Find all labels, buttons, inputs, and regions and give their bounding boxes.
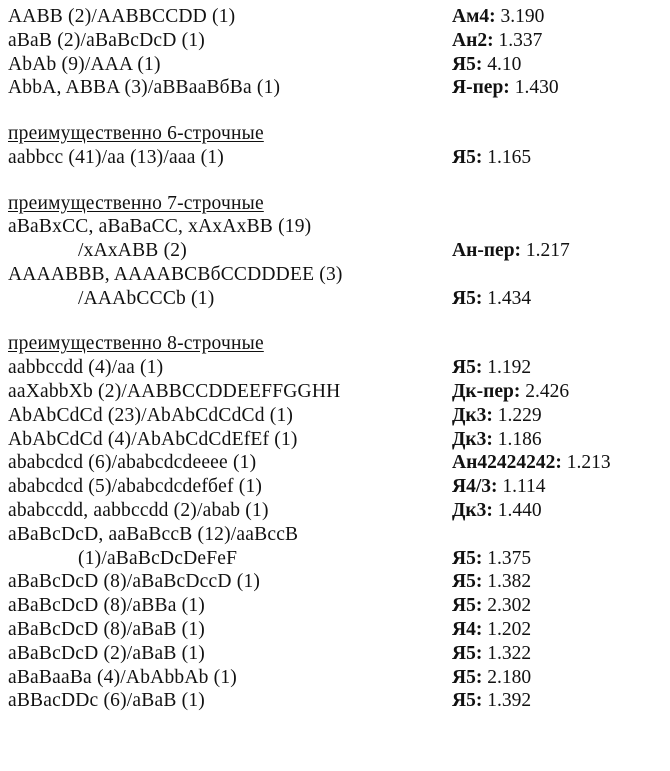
table-row (0, 452, 670, 474)
rhyme-scheme: aBaBcDcD (2)/aBaB (1) (8, 642, 205, 664)
section-heading: преимущественно 7-строчные (8, 192, 264, 214)
table-row (0, 429, 670, 451)
meter-value: 1.375 (487, 547, 532, 569)
rhyme-scheme: aBaB (2)/aBaBcDcD (1) (8, 29, 205, 51)
meter-label: Я5: (452, 571, 483, 593)
meter-cell (452, 548, 531, 570)
meter-value: 3.190 (500, 6, 545, 27)
rhyme-scheme: ababcdcd (5)/ababcdcdefбef (1) (8, 476, 263, 498)
rhyme-scheme: AbAbCdCd (23)/AbAbCdCdCd (1) (8, 404, 294, 426)
rhyme-scheme: AbbA, ABBA (3)/aBBaaBбBa (1) (8, 77, 281, 99)
meter-cell (452, 619, 531, 641)
meter-value: 1.337 (498, 29, 543, 51)
meter-value: 1.213 (566, 452, 611, 474)
rhyme-scheme: aaXabbXb (2)/AABBCCDDEEFFGGHH (8, 381, 341, 403)
meter-value: 1.192 (487, 357, 532, 379)
table-row (0, 595, 670, 617)
meter-value: 1.434 (487, 287, 532, 309)
meter-cell (452, 6, 544, 28)
meter-cell (452, 595, 531, 617)
rhyme-scheme: aBaBaaBa (4)/AbAbbAb (1) (8, 666, 237, 688)
meter-label: Дк3: (452, 428, 493, 450)
meter-cell (452, 476, 546, 498)
section-heading-row (0, 333, 670, 355)
meter-value: 1.440 (497, 500, 542, 522)
table-row (0, 216, 670, 238)
table-row (0, 30, 670, 52)
rhyme-scheme: AbAb (9)/AAA (1) (8, 53, 161, 75)
table-row (0, 619, 670, 641)
meter-label: Ан-пер: (452, 240, 522, 262)
meter-label: Я4/3: (452, 476, 498, 498)
meter-value: 1.114 (502, 476, 546, 498)
meter-cell (452, 240, 570, 262)
section-heading-row (0, 123, 670, 145)
meter-value: 4.10 (487, 53, 522, 75)
meter-label: Я5: (452, 666, 483, 688)
rhyme-scheme: aabbccdd (4)/aa (1) (8, 357, 164, 379)
rhyme-scheme: ababccdd, aabbccdd (2)/abab (1) (8, 500, 269, 522)
meter-cell (452, 30, 542, 52)
meter-cell (452, 452, 611, 474)
rhyme-scheme: AbAbCdCd (4)/AbAbCdCdEfEf (1) (8, 428, 298, 450)
rhyme-scheme: aabbcc (41)/aa (13)/aaa (1) (8, 146, 224, 168)
meter-value: 1.322 (487, 642, 532, 664)
meter-value: 2.426 (525, 381, 570, 403)
meter-cell (452, 77, 559, 99)
meter-label: Я5: (452, 595, 483, 617)
rhyme-scheme: /AAAbCCCb (1) (78, 287, 215, 309)
meter-label: Дк3: (452, 500, 493, 522)
meter-label: Я5: (452, 547, 483, 569)
meter-value: 1.165 (487, 146, 532, 168)
meter-value: 2.180 (487, 666, 532, 688)
meter-label: Я4: (452, 619, 483, 641)
table-row (0, 548, 670, 570)
meter-value: 1.202 (487, 619, 532, 641)
table-row (0, 288, 670, 310)
rhyme-scheme: ababcdcd (6)/ababcdcdeeee (1) (8, 452, 257, 474)
table-row (0, 405, 670, 427)
meter-label: Дк-пер: (452, 381, 521, 403)
meter-label: Ан42424242: (452, 452, 562, 474)
table-row (0, 500, 670, 522)
table-row (0, 264, 670, 286)
table-row (0, 643, 670, 665)
table-row (0, 667, 670, 689)
meter-label: Я5: (452, 690, 483, 712)
meter-label: Я5: (452, 287, 483, 309)
table-row (0, 571, 670, 593)
meter-cell (452, 571, 531, 593)
meter-label: Дк3: (452, 404, 493, 426)
table-row (0, 77, 670, 99)
meter-value: 1.229 (497, 404, 542, 426)
rhyme-scheme: aBaBxCC, aBaBaCC, xAxAxBB (19) (8, 216, 312, 238)
section-heading-row (0, 193, 670, 215)
rhyme-scheme: AABB (2)/AABBCCDD (1) (8, 6, 236, 27)
rhyme-scheme: aBaBcDcD (8)/aBBa (1) (8, 595, 205, 617)
meter-value: 1.186 (497, 428, 542, 450)
meter-cell (452, 667, 531, 689)
section-heading: преимущественно 6-строчные (8, 123, 264, 145)
meter-cell (452, 500, 542, 522)
section-heading: преимущественно 8-строчные (8, 333, 264, 355)
meter-cell (452, 429, 542, 451)
rhyme-scheme: /xAxABB (2) (78, 240, 187, 262)
meter-label: Я5: (452, 357, 483, 379)
meter-cell (452, 690, 531, 712)
table-row (0, 54, 670, 76)
rhyme-scheme: aBaBcDcD, aaBaBccB (12)/aaBccB (8, 523, 299, 545)
meter-label: Я-пер: (452, 77, 510, 99)
rhyme-scheme: aBaBcDcD (8)/aBaBcDccD (1) (8, 571, 261, 593)
table-row (0, 476, 670, 498)
meter-cell (452, 288, 531, 310)
meter-cell (452, 54, 521, 76)
meter-label: Я5: (452, 642, 483, 664)
rhyme-scheme: aBBacDDc (6)/aBaB (1) (8, 690, 205, 712)
meter-value: 2.302 (487, 595, 532, 617)
meter-label: Я5: (452, 146, 483, 168)
meter-value: 1.217 (525, 240, 570, 262)
meter-label: Я5: (452, 53, 483, 75)
table-row (0, 357, 670, 379)
table-row (0, 240, 670, 262)
meter-value: 1.392 (487, 690, 532, 712)
rhyme-scheme: AAAABBB, AAAABCBбCCDDDEE (3) (8, 263, 343, 285)
meter-cell (452, 357, 531, 379)
meter-cell (452, 643, 531, 665)
rhyme-scheme: aBaBcDcD (8)/aBaB (1) (8, 619, 205, 641)
table-row (0, 524, 670, 546)
table-row (0, 147, 670, 169)
rhyme-scheme: (1)/aBaBcDcDeFeF (78, 547, 238, 569)
table-row (0, 690, 670, 712)
meter-cell (452, 147, 531, 169)
meter-value: 1.430 (514, 77, 559, 99)
meter-label: Ам4: (452, 6, 496, 27)
meter-cell (452, 381, 569, 403)
meter-value: 1.382 (487, 571, 532, 593)
table-row (0, 6, 670, 28)
table-row (0, 381, 670, 403)
meter-label: Ан2: (452, 29, 494, 51)
meter-cell (452, 405, 542, 427)
